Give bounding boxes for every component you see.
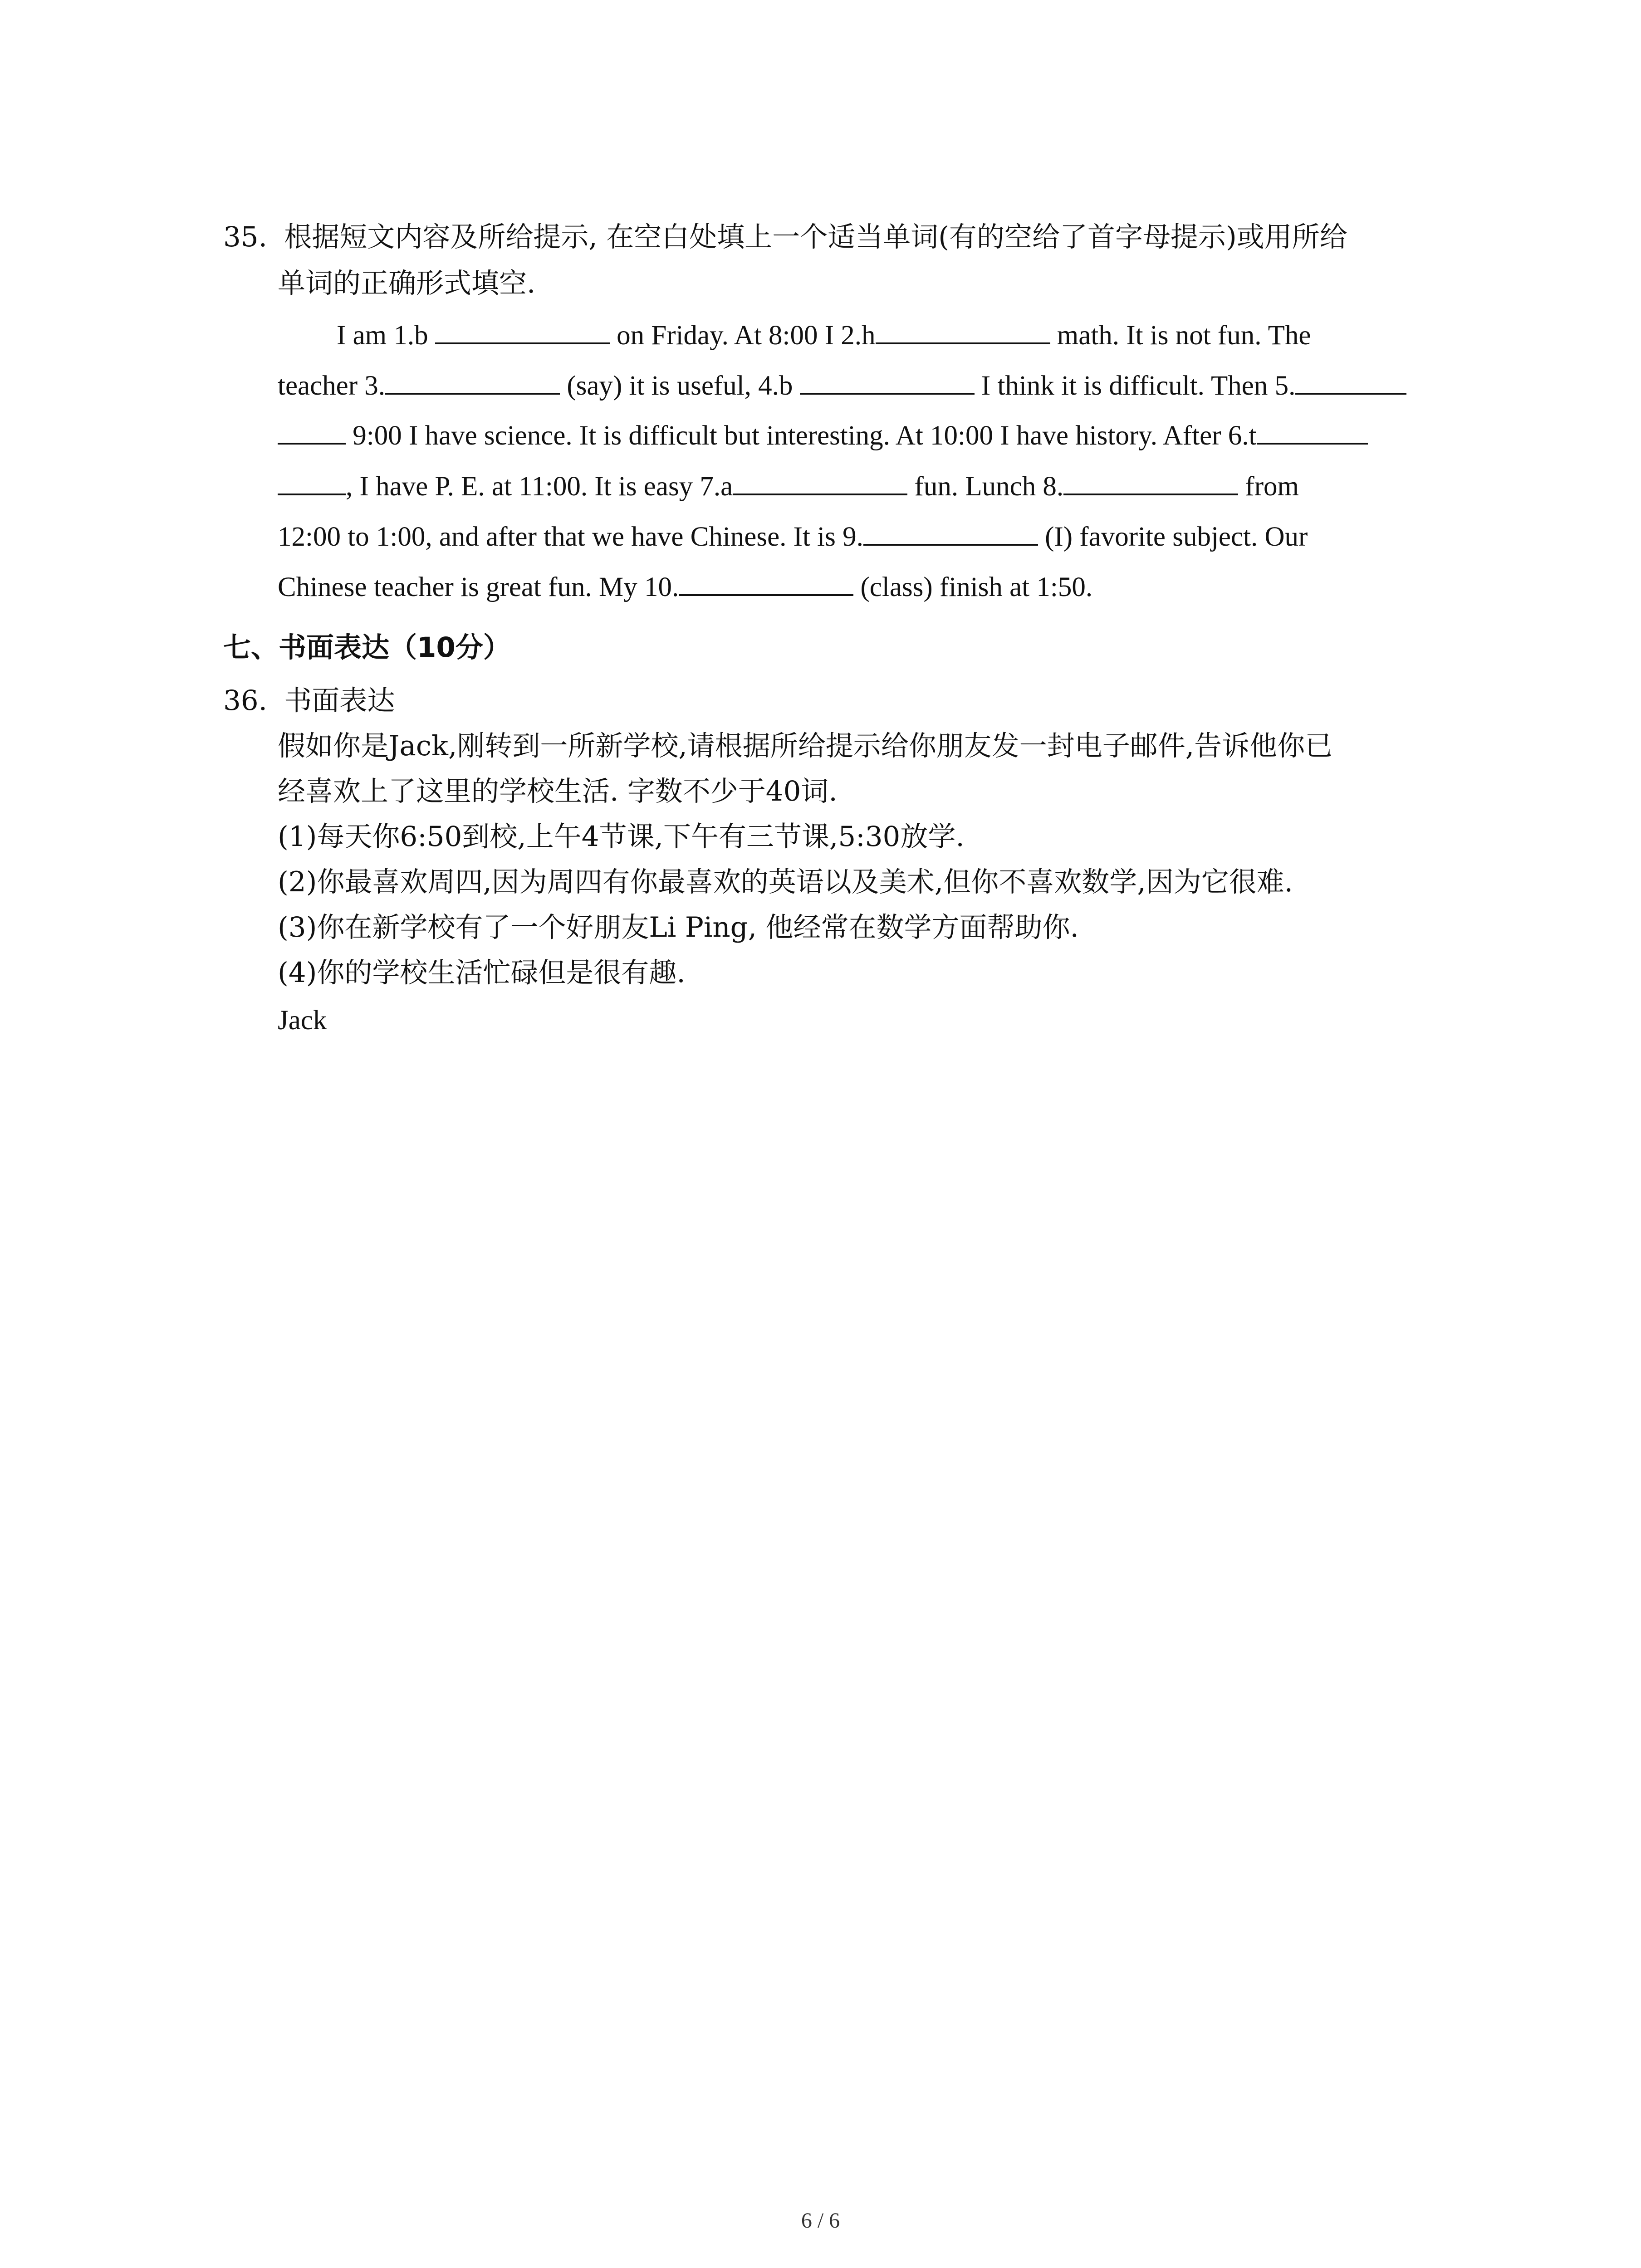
passage-line-2 [278, 367, 1406, 404]
blank-10[interactable] [679, 568, 853, 596]
passage-text: (class) finish at 1:50. [853, 572, 1093, 602]
q35-instruction-line-1 [223, 219, 1347, 255]
passage-text: (say) it is useful, 4.b [560, 371, 800, 401]
passage-text: fun. Lunch 8. [907, 471, 1064, 502]
q36-intro-line-1: 假如你是Jack,刚转到一所新学校,请根据所给提示给你朋友发一封电子邮件,告诉他你已 [278, 730, 1333, 762]
passage-line-4 [278, 467, 1299, 505]
q36-title-line [223, 683, 395, 719]
passage-text: I am 1.b [337, 320, 435, 351]
q35-number: 35. [223, 221, 268, 253]
blank-9[interactable] [863, 518, 1038, 546]
blank-8[interactable] [1063, 467, 1238, 495]
passage-text: 12:00 to 1:00, and after that we have Chinese. It is 9. [278, 522, 863, 552]
blank-5-continued[interactable] [278, 416, 346, 445]
passage-line-6 [278, 568, 1092, 606]
q36-intro-line-2: 经喜欢上了这里的学校生活. 字数不少于40词. [278, 775, 838, 807]
q35-instruction-line-2: 单词的正确形式填空. [278, 267, 536, 299]
passage-text: math. It is not fun. The [1050, 320, 1311, 351]
blank-1[interactable] [435, 316, 610, 344]
passage-line-3 [278, 416, 1368, 454]
passage-line-5 [278, 518, 1308, 555]
blank-5[interactable] [1295, 367, 1406, 395]
passage-text: on Friday. At 8:00 I 2.h [609, 320, 876, 351]
passage-text: teacher 3. [278, 371, 386, 401]
passage-text: Chinese teacher is great fun. My 10. [278, 572, 679, 602]
passage-text: I think it is difficult. Then 5. [974, 371, 1296, 401]
passage-text: (I) favorite subject. Our [1038, 522, 1308, 552]
blank-6[interactable] [1257, 416, 1368, 445]
passage-line-1 [337, 316, 1311, 354]
q36-number: 36. [223, 684, 268, 717]
q36-signature: Jack [278, 1005, 327, 1036]
passage-text: 9:00 I have science. It is difficult but interesting. At 10:00 I have history. After 6.t [346, 420, 1257, 451]
passage-text: from [1238, 471, 1299, 502]
blank-7[interactable] [733, 467, 907, 495]
blank-4[interactable] [800, 367, 975, 395]
blank-6-continued[interactable] [278, 467, 346, 495]
q36-hint-2: (2)你最喜欢周四,因为周四有你最喜欢的英语以及美术,但你不喜欢数学,因为它很难. [278, 866, 1293, 898]
q36-hint-3: (3)你在新学校有了一个好朋友Li Ping, 他经常在数学方面帮助你. [278, 911, 1079, 943]
blank-2[interactable] [876, 316, 1050, 344]
q35-instruction-text: 根据短文内容及所给提示, 在空白处填上一个适当单词(有的空给了首字母提示)或用所给 [284, 221, 1347, 253]
blank-3[interactable] [385, 367, 560, 395]
q36-hint-4: (4)你的学校生活忙碌但是很有趣. [278, 957, 686, 989]
q36-hint-1: (1)每天你6:50到校,上午4节课,下午有三节课,5:30放学. [278, 821, 965, 853]
q36-title: 书面表达 [284, 684, 395, 717]
page-number: 6 / 6 [801, 2209, 840, 2233]
passage-text: , I have P. E. at 11:00. It is easy 7.a [346, 471, 733, 502]
section-heading: 七、书面表达（10分） [223, 631, 511, 664]
